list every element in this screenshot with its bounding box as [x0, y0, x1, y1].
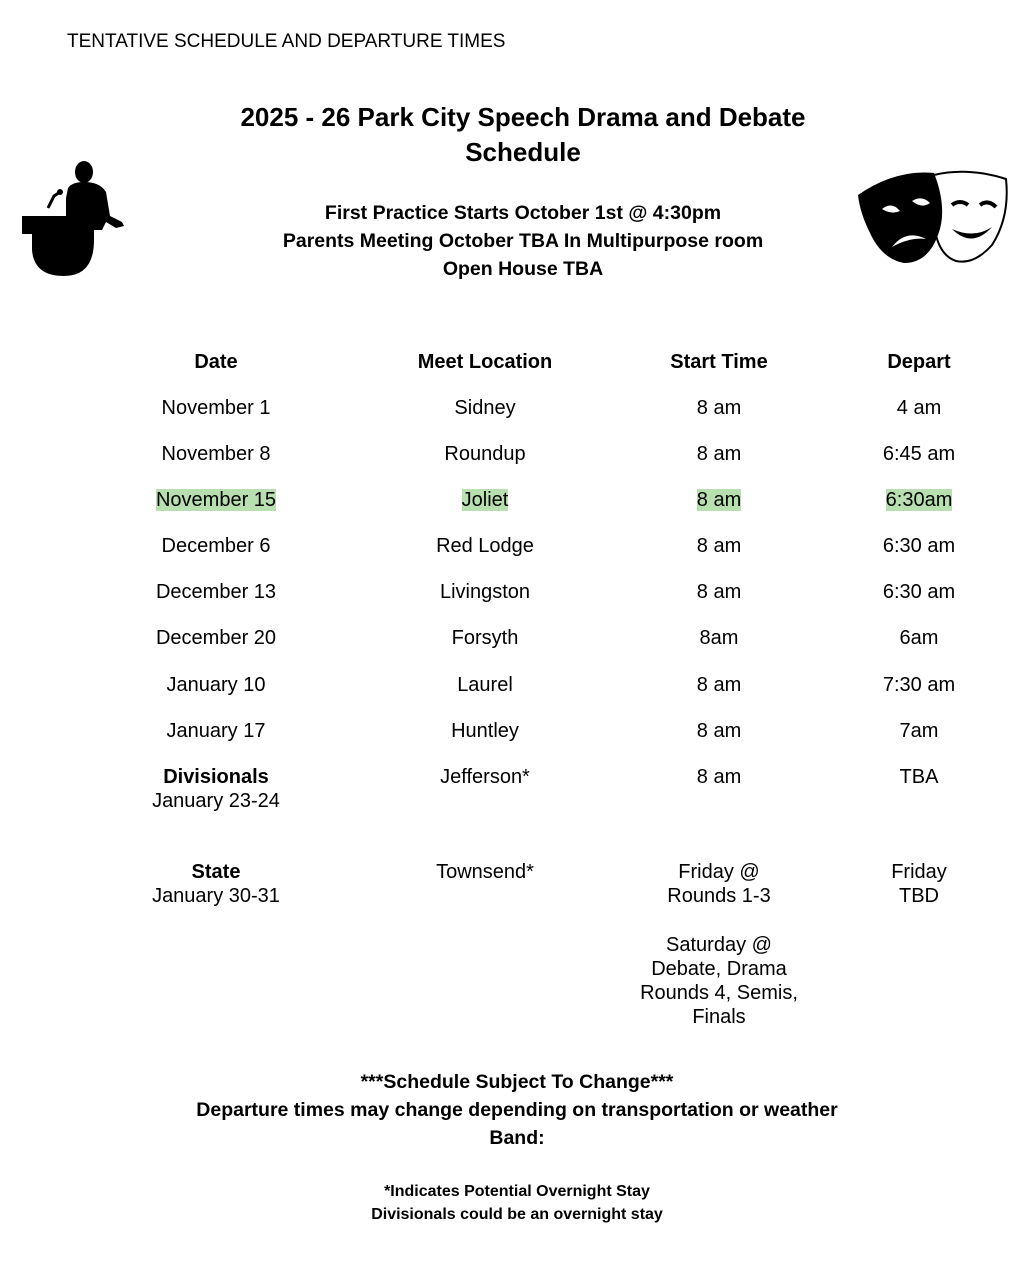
state-label: State [191, 861, 241, 883]
highlight: 6:30am [885, 489, 953, 511]
state-friday-line: Friday @ [678, 861, 760, 883]
title-line-2: Schedule [465, 137, 581, 167]
row-depart-highlighted [809, 488, 1026, 512]
drama-masks-icon [856, 165, 1012, 269]
row-start-time: 8 am [696, 720, 742, 742]
row-start-time-highlighted [609, 488, 829, 512]
divisionals-label: Divisionals [163, 766, 269, 788]
header-meet-location: Meet Location [417, 351, 553, 373]
row-date: January 10 [166, 674, 266, 696]
row-start-time: 8 am [696, 535, 742, 557]
parents-meeting-info: Parents Meeting October TBA In Multipurpose room [282, 230, 764, 252]
row-location: Laurel [457, 674, 513, 696]
row-depart: 6:45 am [882, 443, 956, 465]
row-start-time: 8 am [696, 581, 742, 603]
highlight: 8 am [696, 489, 742, 511]
row-start-time: 8 am [696, 674, 742, 696]
first-practice-info: First Practice Starts October 1st @ 4:30pm [324, 202, 722, 224]
row-location: Sidney [454, 397, 516, 419]
state-saturday-cell [609, 933, 829, 1029]
divisionals-location: Jefferson* [440, 766, 530, 788]
state-date-cell [106, 860, 326, 908]
state-start-time-cell [609, 860, 829, 908]
row-date-highlighted [106, 488, 326, 512]
state-depart-time: TBD [899, 885, 939, 907]
header-start-time: Start Time [670, 351, 768, 373]
highlight: November 15 [155, 489, 277, 511]
row-depart: 7:30 am [882, 674, 956, 696]
divisionals-dates: January 23-24 [152, 790, 280, 812]
row-depart: 7am [899, 720, 939, 742]
row-location: Huntley [451, 720, 519, 742]
row-start-time: 8 am [696, 397, 742, 419]
row-location: Red Lodge [436, 535, 534, 557]
row-depart: 4 am [896, 397, 942, 419]
departure-note: Departure times may change depending on transportation or weather [196, 1099, 838, 1121]
title-line-1: 2025 - 26 Park City Speech Drama and Debate [240, 102, 806, 132]
highlight: Joliet [461, 489, 509, 511]
state-location: Townsend* [436, 861, 534, 883]
footer-block [0, 1068, 1026, 1152]
header-date: Date [194, 351, 238, 373]
row-date: December 6 [161, 535, 271, 557]
state-saturday-rounds: Rounds 4, Semis, [640, 982, 798, 1004]
row-location-highlighted [375, 488, 595, 512]
page-title [0, 100, 1026, 170]
speaker-podium-icon [20, 158, 126, 278]
state-saturday-events: Debate, Drama [651, 958, 787, 980]
state-depart-day: Friday [891, 861, 947, 883]
state-saturday-finals: Finals [692, 1006, 746, 1028]
row-date: November 8 [161, 443, 271, 465]
divisionals-overnight-note: Divisionals could be an overnight stay [371, 1206, 663, 1223]
row-location: Roundup [444, 443, 526, 465]
overnight-note: *Indicates Potential Overnight Stay [384, 1183, 650, 1200]
divisionals-depart: TBA [899, 766, 939, 788]
row-location: Livingston [439, 581, 531, 603]
notes-block [0, 1180, 1026, 1226]
open-house-info: Open House TBA [442, 258, 604, 280]
divisionals-date-cell [106, 765, 326, 813]
state-depart-cell [809, 860, 1026, 908]
band-label: Band: [489, 1127, 545, 1149]
state-dates: January 30-31 [152, 885, 280, 907]
row-date: January 17 [166, 720, 266, 742]
state-saturday-line: Saturday @ [666, 934, 772, 956]
row-date: December 20 [155, 627, 277, 649]
schedule-change-note: ***Schedule Subject To Change*** [360, 1071, 674, 1093]
row-date: December 13 [155, 581, 277, 603]
header-depart: Depart [887, 351, 951, 373]
row-depart: 6am [899, 627, 939, 649]
row-start-time: 8am [699, 627, 739, 649]
row-depart: 6:30 am [882, 581, 956, 603]
state-friday-rounds: Rounds 1-3 [667, 885, 771, 907]
row-start-time: 8 am [696, 443, 742, 465]
row-date: November 1 [161, 397, 271, 419]
header-note: TENTATIVE SCHEDULE AND DEPARTURE TIMES [67, 31, 506, 52]
row-depart: 6:30 am [882, 535, 956, 557]
divisionals-start-time: 8 am [696, 766, 742, 788]
row-location: Forsyth [451, 627, 519, 649]
